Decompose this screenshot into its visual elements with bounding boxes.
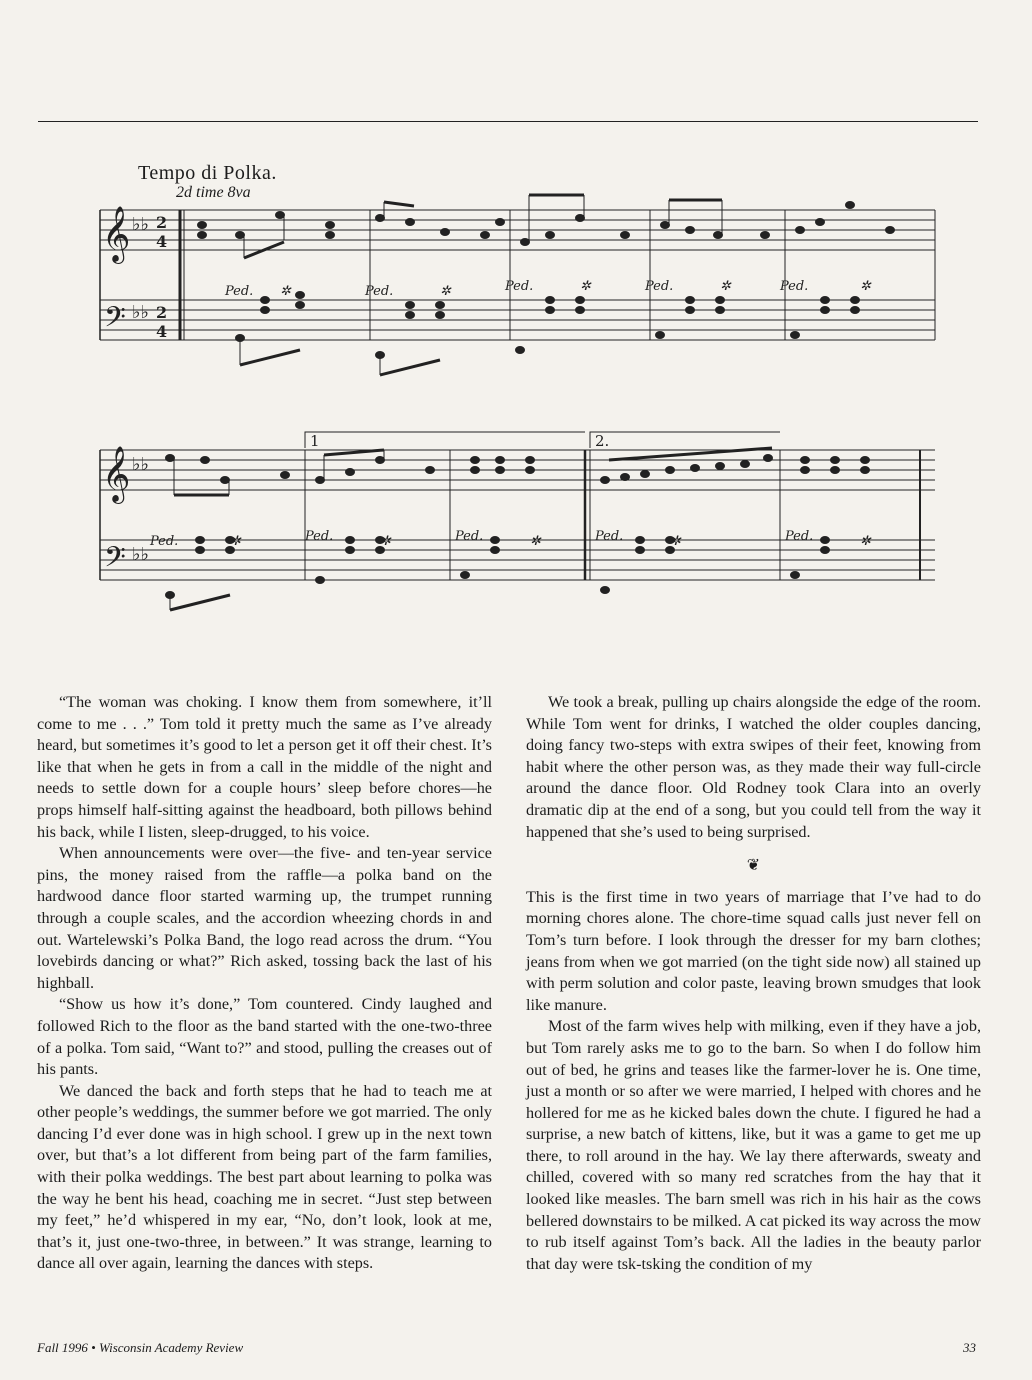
- svg-text:✲: ✲: [860, 279, 871, 294]
- svg-text:✲: ✲: [860, 534, 871, 549]
- paragraph: “Show us how it’s done,” Tom countered. Cindy laughed and followed Rich to the floor as the band started with the one-two-three of a polka. Tom said, “Want to?” and stood, pulling the creases out of his pants.: [37, 995, 492, 1079]
- svg-text:♭♭: ♭♭: [132, 454, 149, 475]
- page-number: 33: [963, 1340, 976, 1355]
- system-2-bass-staff: [100, 540, 935, 580]
- svg-text:Ped.: Ped.: [150, 534, 179, 549]
- svg-text:✲: ✲: [530, 534, 541, 549]
- paragraph: “The woman was choking. I know them from somewhere, it’ll come to me . . .” Tom told it pretty much the same as I’ve already heard, but sometimes it’s good to let a person get it off their chest. It’s like that when he gets in from a call in the middle of the night and needs to settle down for a couple hours’ sleep before chores—he props himself half-sitting against the headboard, both pillows behind his back, while I listen, sleep-drugged, to his voice.: [37, 693, 492, 841]
- svg-text:Ped.: Ped.: [645, 279, 674, 294]
- svg-text:2: 2: [156, 213, 168, 232]
- octave-marking: 2d time 8va: [176, 184, 251, 201]
- svg-text:Ped.: Ped.: [365, 284, 394, 299]
- svg-text:𝄞: 𝄞: [102, 206, 131, 262]
- paragraph: When announcements were over—the five- and ten-year service pins, the money raised from the raffle—a polka band on the hardwood dance floor started warming up, the trumpet running through a couple scales, and the accordion wheezing chords in and out. Wartelewski’s Polka Band, the logo read across the drum. “You lovebirds dancing or what?” Rich asked, tossing back the last of his highball.: [37, 844, 492, 992]
- svg-text:𝄞: 𝄞: [102, 446, 131, 502]
- svg-text:2.: 2.: [595, 432, 610, 450]
- paragraph: Most of the farm wives help with milking, even if they have a job, but Tom rarely asks me to go to the barn. So when I do follow him out of bed, he grins and teases like the farmer-lover he is. One time, just a month or so after we were married, I helped with chores and he hollered for me as he kicked bales down the chute. I figured he had a surprise, a new batch of kittens, like, but it was a game to get me up there, to roll around in the hay. We lay there afterwards, sweaty and chilled, covered with so many red scratches from the hay that it looked like measles. The barn smell was rich in his hair as the cows bellered downstairs to be milked. A cat picked its way across the mow to rub itself against Tom’s back. All the ladies in the beauty parlor that day were tsk-tsking the condition of my: [526, 1017, 981, 1273]
- sheet-music-illustration: [80, 150, 940, 620]
- svg-text:Ped.: Ped.: [455, 529, 484, 544]
- svg-text:Ped.: Ped.: [780, 279, 809, 294]
- svg-text:2: 2: [156, 303, 168, 322]
- svg-text:♭♭: ♭♭: [132, 544, 149, 565]
- header-rule: [38, 121, 978, 122]
- svg-text:♭♭: ♭♭: [132, 214, 149, 235]
- svg-text:✲: ✲: [380, 534, 391, 549]
- svg-text:Ped.: Ped.: [225, 284, 254, 299]
- svg-text:✲: ✲: [440, 284, 451, 299]
- footer-publication: Fall 1996 • Wisconsin Academy Review: [37, 1340, 244, 1355]
- system-1-treble-staff: [100, 210, 935, 250]
- svg-text:✲: ✲: [280, 284, 291, 299]
- system-2-notes: [166, 448, 870, 610]
- svg-text:✲: ✲: [720, 279, 731, 294]
- system-1-bass-staff: [100, 300, 935, 340]
- svg-text:𝄢: 𝄢: [104, 541, 126, 581]
- left-column: [37, 692, 492, 1275]
- svg-text:Ped.: Ped.: [785, 529, 814, 544]
- paragraph: This is the first time in two years of marriage that I’ve had to do morning chores alone. The chore-time squad calls just never fell on Tom’s turn before. I look through the dresser for my barn clothes; jeans from when we got married (on the tight side now) all stained up with perm solution and color paste, leaving brown smudges that look like manure.: [526, 887, 981, 1014]
- svg-text:✲: ✲: [670, 534, 681, 549]
- svg-text:♭♭: ♭♭: [132, 302, 149, 323]
- svg-text:Ped.: Ped.: [595, 529, 624, 544]
- svg-text:1: 1: [310, 432, 320, 450]
- svg-text:𝄢: 𝄢: [104, 301, 126, 341]
- right-column: [526, 692, 981, 1275]
- section-ornament: ❦: [746, 857, 761, 875]
- paragraph: We danced the back and forth steps that he had to teach me at other people’s weddings, the summer before we got married. The only dancing I’d ever done was in high school. I grew up in the next town over, but that’s a lot different from being part of the farm families, with their polka weddings. The best part about learning to polka was the way he bent his head, coaching me in secret. “Just step between my feet,” he’d whispered in my ear, “No, don’t look, look at me, that’s it, just one-two-three, in between.” It was strange, learning to dance all over again, learning the dances with steps.: [37, 1081, 492, 1273]
- svg-text:Ped.: Ped.: [505, 279, 534, 294]
- svg-text:✲: ✲: [230, 534, 241, 549]
- svg-text:✲: ✲: [580, 279, 591, 294]
- paragraph: We took a break, pulling up chairs alongside the edge of the room. While Tom went for drinks, I watched the older couples dancing, doing fancy two-steps with extra swipes of their feet, knowing from habit where the other person was, as they made their way full-circle around the dance floor. Old Rodney took Clara into an overly dramatic dip at the end of a song, but you could tell from the way it happened that she’s used to being surprised.: [526, 693, 981, 841]
- svg-text:4: 4: [156, 322, 168, 341]
- svg-text:Ped.: Ped.: [305, 529, 334, 544]
- tempo-marking: Tempo di Polka.: [138, 162, 277, 184]
- svg-text:4: 4: [156, 232, 168, 251]
